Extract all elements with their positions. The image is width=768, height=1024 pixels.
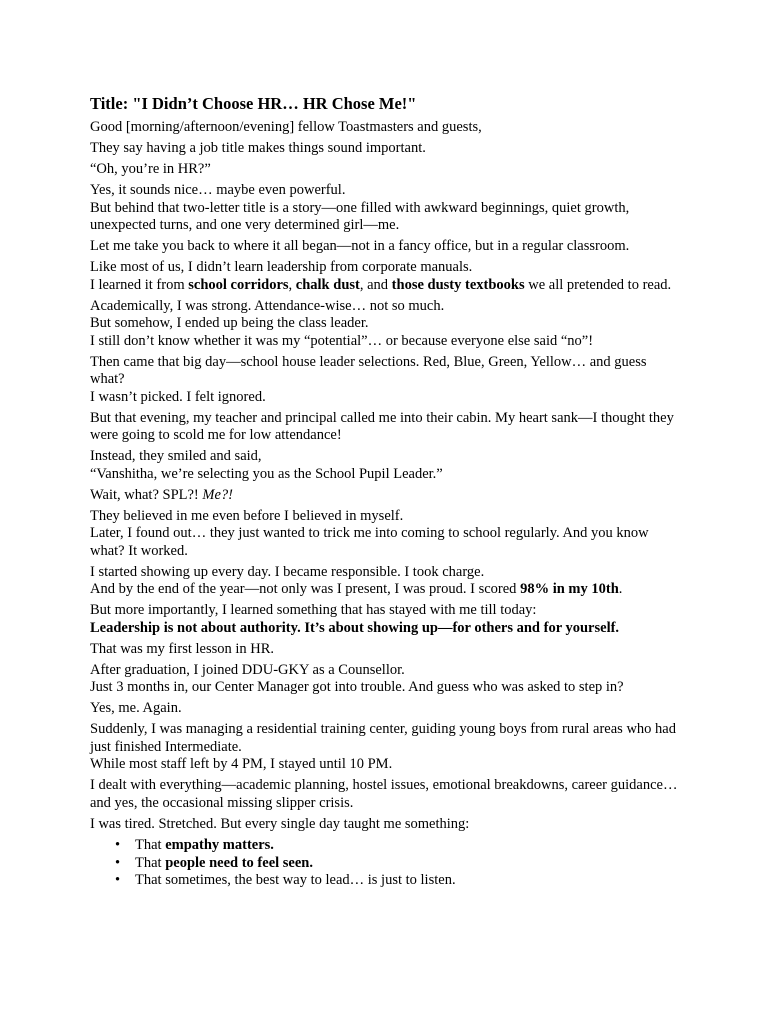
- paragraph-text: After graduation, I joined DDU-GKY as a Counsellor.: [90, 661, 405, 678]
- bold-text: chalk dust: [295, 276, 360, 293]
- paragraph-text: we all pretended to read.: [524, 276, 672, 293]
- paragraph-text: , and: [359, 276, 392, 293]
- paragraph: [90, 662, 678, 697]
- bold-text: school corridors: [188, 276, 289, 293]
- paragraph-text: They say having a job title makes things sound important.: [90, 140, 426, 156]
- paragraph-text: Yes, it sounds nice… maybe even powerful.: [90, 182, 346, 198]
- paragraph: [90, 700, 678, 718]
- paragraph: [90, 161, 678, 179]
- bullet-item: [135, 837, 678, 855]
- paragraph-text: ,: [288, 276, 296, 293]
- paragraph: [90, 564, 678, 599]
- italic-text: Me?!: [202, 486, 233, 503]
- paragraph-text: They believed in me even before I believed in myself.: [90, 507, 404, 524]
- paragraph: [90, 721, 678, 774]
- paragraph-text: But somehow, I ended up being the class leader.: [90, 315, 369, 331]
- paragraph: [90, 119, 678, 137]
- paragraph: [90, 298, 678, 351]
- bold-text: Leadership is not about authority. It’s about showing up—for others and for yourself.: [90, 619, 620, 636]
- paragraph: [90, 410, 678, 445]
- document-title: Title: "I Didn’t Choose HR… HR Chose Me!": [90, 94, 417, 113]
- paragraph: [90, 354, 678, 407]
- paragraph-text: Instead, they smiled and said,: [90, 448, 262, 464]
- paragraph-text: Later, I found out… they just wanted to trick me into coming to school regularly. And you know what? It worked.: [90, 525, 649, 559]
- paragraph: [90, 259, 678, 294]
- paragraph: [90, 238, 678, 256]
- paragraph-text: Then came that big day—school house leader selections. Red, Blue, Green, Yellow… and guess what?: [90, 353, 647, 387]
- paragraph: [90, 508, 678, 561]
- paragraph-text: Wait, what? SPL?!: [90, 486, 203, 503]
- paragraph-text: But more importantly, I learned something that has stayed with me till today:: [90, 602, 537, 618]
- bold-text: people need to feel seen.: [165, 854, 313, 871]
- bullet-item: [135, 855, 678, 873]
- paragraph-text: I still don’t know whether it was my “potential”… or because everyone else said “no”!: [90, 332, 594, 349]
- bold-text: 98% in my 10th: [520, 581, 619, 597]
- bullet-text: That: [135, 837, 166, 853]
- paragraph-text: Good [morning/afternoon/evening] fellow Toastmasters and guests,: [90, 119, 482, 135]
- paragraph: [90, 602, 678, 637]
- paragraph-text: Just 3 months in, our Center Manager got into trouble. And guess who was asked to step in?: [90, 679, 624, 695]
- paragraph-text: Like most of us, I didn’t learn leadership from corporate manuals.: [90, 259, 473, 275]
- bullet-list: [90, 837, 678, 890]
- bullet-text: That sometimes, the best way to lead… is just to listen.: [135, 872, 456, 888]
- paragraph-text: I learned it from: [90, 276, 189, 293]
- paragraph: [90, 641, 678, 659]
- paragraph: [90, 140, 678, 158]
- paragraph-text: “Oh, you’re in HR?”: [90, 161, 211, 177]
- paragraph-text: And by the end of the year—not only was I present, I was proud. I scored: [90, 581, 521, 597]
- paragraph-text: I wasn’t picked. I felt ignored.: [90, 388, 266, 405]
- paragraph-text: That was my first lesson in HR.: [90, 640, 275, 657]
- paragraph-text: I started showing up every day. I became responsible. I took charge.: [90, 563, 485, 580]
- paragraph-text: Suddenly, I was managing a residential training center, guiding young boys from rural areas who had just finished Intermediate.: [90, 721, 676, 755]
- bullet-item: [135, 872, 678, 890]
- paragraph-text: “Vanshitha, we’re selecting you as the School Pupil Leader.”: [90, 465, 443, 482]
- bullet-text: That: [135, 854, 166, 871]
- paragraph: [90, 816, 678, 834]
- paragraph-text: I was tired. Stretched. But every single day taught me something:: [90, 815, 470, 832]
- paragraph: [90, 448, 678, 483]
- paragraph: [90, 182, 678, 235]
- paragraph: [90, 777, 678, 812]
- paragraph-text: .: [618, 581, 623, 597]
- paragraph: [90, 487, 678, 505]
- paragraph-text: But behind that two-letter title is a story—one filled with awkward beginnings, quiet growth, unexpected turns, and one very determined girl—me.: [90, 199, 630, 233]
- paragraph-text: Let me take you back to where it all began—not in a fancy office, but in a regular classroom.: [90, 238, 630, 254]
- paragraph-text: Academically, I was strong. Attendance-wise… not so much.: [90, 297, 445, 314]
- paragraph-text: While most staff left by 4 PM, I stayed until 10 PM.: [90, 756, 393, 772]
- paragraph-text: I dealt with everything—academic planning, hostel issues, emotional breakdowns, career guidance… and yes, the occasional missing slipper crisis.: [90, 777, 678, 811]
- paragraph-text: Yes, me. Again.: [90, 700, 182, 716]
- bold-text: those dusty textbooks: [391, 276, 525, 293]
- paragraph-text: But that evening, my teacher and principal called me into their cabin. My heart sank—I thought they were going to scold me for low attendance!: [90, 409, 674, 443]
- bold-text: empathy matters.: [165, 837, 274, 853]
